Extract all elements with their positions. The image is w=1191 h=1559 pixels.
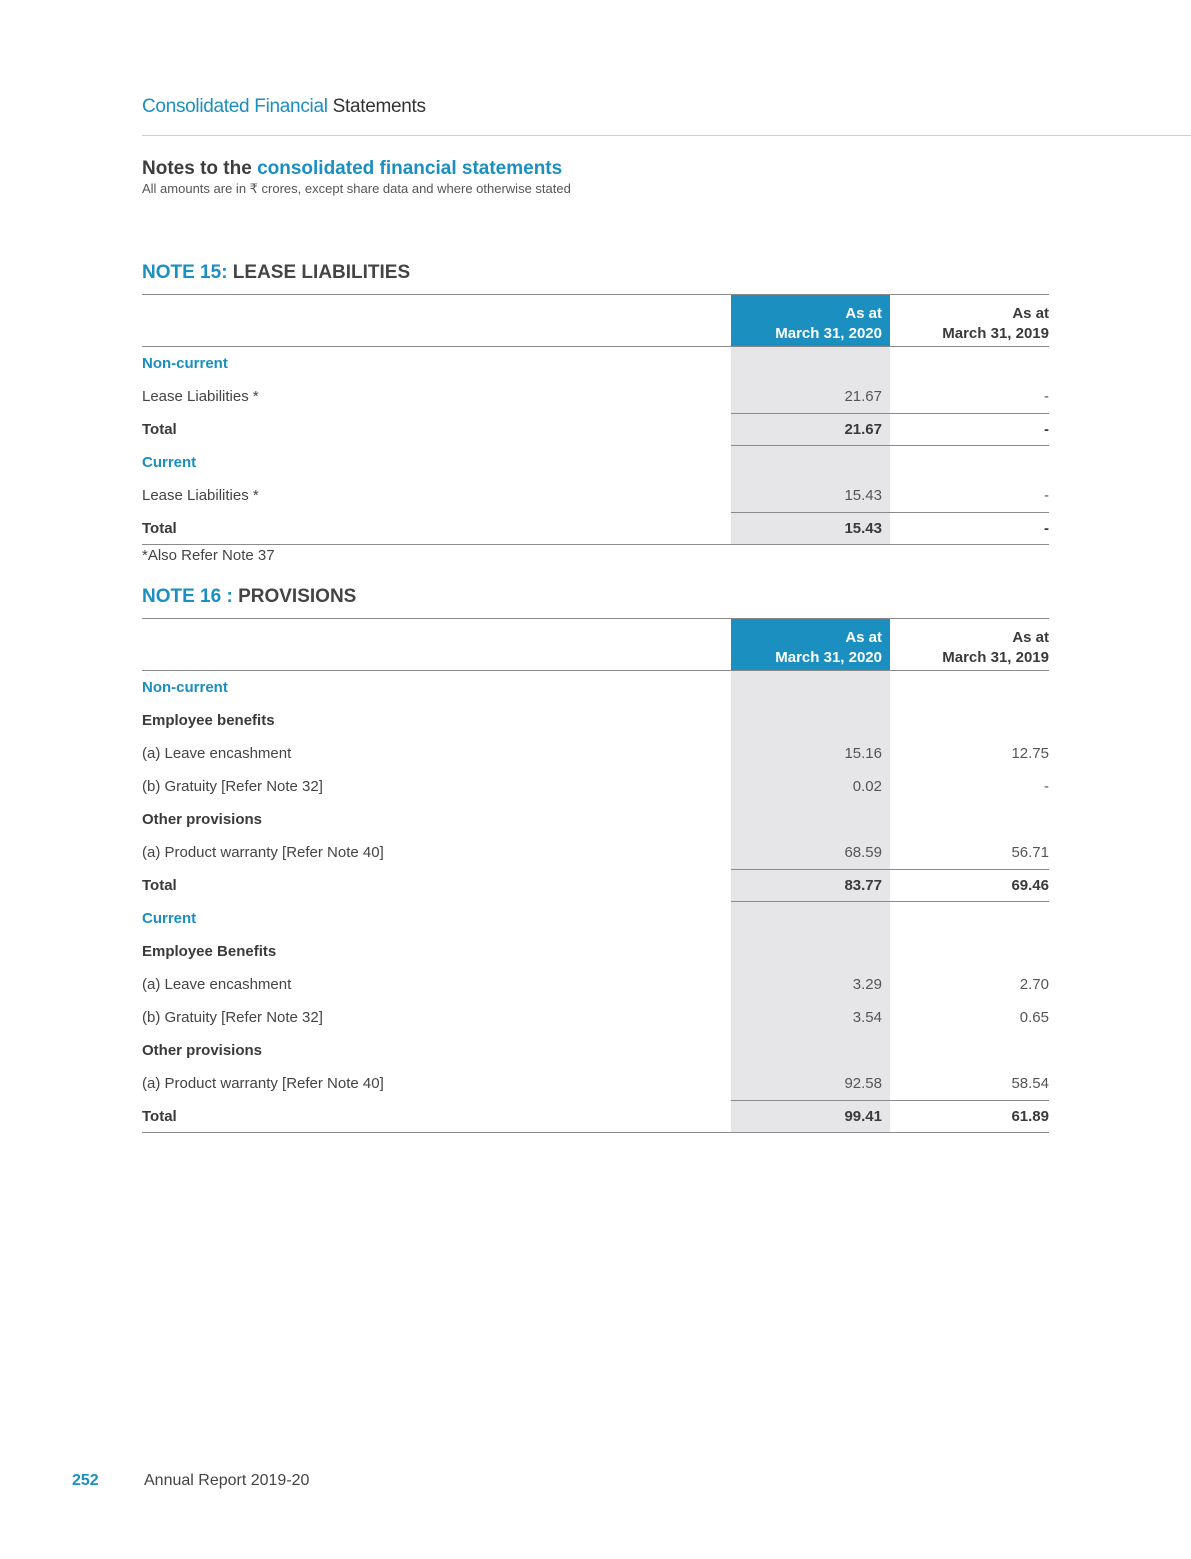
row-label: Non-current [142,355,228,372]
shade [731,902,890,935]
total-top-rule [731,512,1049,513]
row-label: Lease Liabilities * [142,487,259,504]
shade [731,935,890,968]
running-head [142,96,426,118]
value-2020: 0.02 [852,778,882,795]
value-2020: 15.16 [844,745,882,762]
value-2020: 21.67 [844,388,882,405]
value-2019: 0.65 [1019,1009,1049,1026]
value-2019: - [1044,778,1049,795]
col-2019-header [942,304,1049,344]
col-2019-header [942,628,1049,668]
header-divider [142,135,1191,136]
table-row [142,479,1049,512]
table-row [142,704,1049,737]
row-label: Current [142,454,197,471]
value-2020: 15.43 [844,487,882,504]
col-2019-line2: March 31, 2019 [942,325,1049,342]
value-2019: 12.75 [1011,745,1049,762]
table-row-total [142,413,1049,446]
value-2020: 92.58 [844,1075,882,1092]
note-16-heading [142,586,356,608]
note-15-title: LEASE LIABILITIES [227,262,411,283]
row-label: (a) Leave encashment [142,976,292,993]
table-row-total [142,512,1049,545]
value-2019: - [1044,520,1049,537]
value-2020: 99.41 [844,1108,882,1125]
value-2020: 3.29 [852,976,882,993]
table-row [142,347,1049,380]
table-bottom-rule [142,1132,1049,1133]
row-label: Total [142,877,177,894]
value-2020: 15.43 [844,520,882,537]
table-row [142,380,1049,413]
value-2019: 56.71 [1011,844,1049,861]
row-label: Employee benefits [142,712,275,729]
table-row [142,770,1049,803]
row-label: Total [142,1108,177,1125]
table-row [142,803,1049,836]
col-2020-line2: March 31, 2020 [775,649,882,666]
row-label: (a) Product warranty [Refer Note 40] [142,844,384,861]
value-2020: 3.54 [852,1009,882,1026]
note-16-number: NOTE 16 : [142,586,233,607]
row-label: Total [142,421,177,438]
notes-title-plain: Notes to the [142,158,258,179]
table-header [142,295,1049,347]
row-label: Employee Benefits [142,943,277,960]
col-2020-header [775,628,882,668]
notes-title-accent: consolidated financial statements [257,158,563,179]
total-top-rule [731,1100,1049,1101]
row-label: Total [142,520,177,537]
col-2020-line1: As at [845,629,882,646]
running-head-accent: Consolidated Financial [142,96,328,117]
shade [731,1034,890,1067]
table-row [142,1001,1049,1034]
row-label: (b) Gratuity [Refer Note 32] [142,778,323,795]
total-top-rule [731,413,1049,414]
col-2019-line1: As at [1012,305,1049,322]
shade [731,446,890,479]
col-2020-line1: As at [845,305,882,322]
table-row-total [142,869,1049,902]
row-label: Non-current [142,679,228,696]
page-number: 252 [72,1472,99,1489]
lease-liabilities-table [142,294,1049,545]
value-2019: 2.70 [1019,976,1049,993]
row-label: Current [142,910,197,927]
table-row [142,935,1049,968]
running-head-plain: Statements [327,96,426,117]
value-2019: - [1044,421,1049,438]
shade [731,803,890,836]
row-label: Other provisions [142,811,263,828]
value-2020: 83.77 [844,877,882,894]
row-label: (a) Product warranty [Refer Note 40] [142,1075,384,1092]
table-row [142,671,1049,704]
table-row [142,902,1049,935]
value-2019: 69.46 [1011,877,1049,894]
table-row [142,968,1049,1001]
notes-subtitle: All amounts are in ₹ crores, except share data and where otherwise stated [142,181,571,196]
col-2020-line2: March 31, 2020 [775,325,882,342]
row-label: (b) Gratuity [Refer Note 32] [142,1009,323,1026]
table-row [142,1067,1049,1100]
footnote: *Also Refer Note 37 [142,547,275,564]
col-2020-header [775,304,882,344]
table-row [142,737,1049,770]
value-2019: - [1044,388,1049,405]
value-2020: 21.67 [844,421,882,438]
notes-title [142,158,562,180]
row-label: (a) Leave encashment [142,745,292,762]
provisions-table [142,618,1049,1133]
shade [731,671,890,704]
shade [731,704,890,737]
table-row-total [142,1100,1049,1133]
col-2019-line2: March 31, 2019 [942,649,1049,666]
report-title: Annual Report 2019-20 [144,1472,310,1489]
row-label: Other provisions [142,1042,263,1059]
value-2019: - [1044,487,1049,504]
table-row [142,1034,1049,1067]
table-row [142,446,1049,479]
note-15-heading [142,262,410,284]
value-2020: 68.59 [844,844,882,861]
value-2019: 58.54 [1011,1075,1049,1092]
row-label: Lease Liabilities * [142,388,259,405]
col-2019-line1: As at [1012,629,1049,646]
total-top-rule [731,869,1049,870]
table-bottom-rule [142,544,1049,545]
shade [731,347,890,380]
value-2019: 61.89 [1011,1108,1049,1125]
table-header [142,619,1049,671]
note-16-title: PROVISIONS [232,586,357,607]
note-15-number: NOTE 15: [142,262,228,283]
table-row [142,836,1049,869]
